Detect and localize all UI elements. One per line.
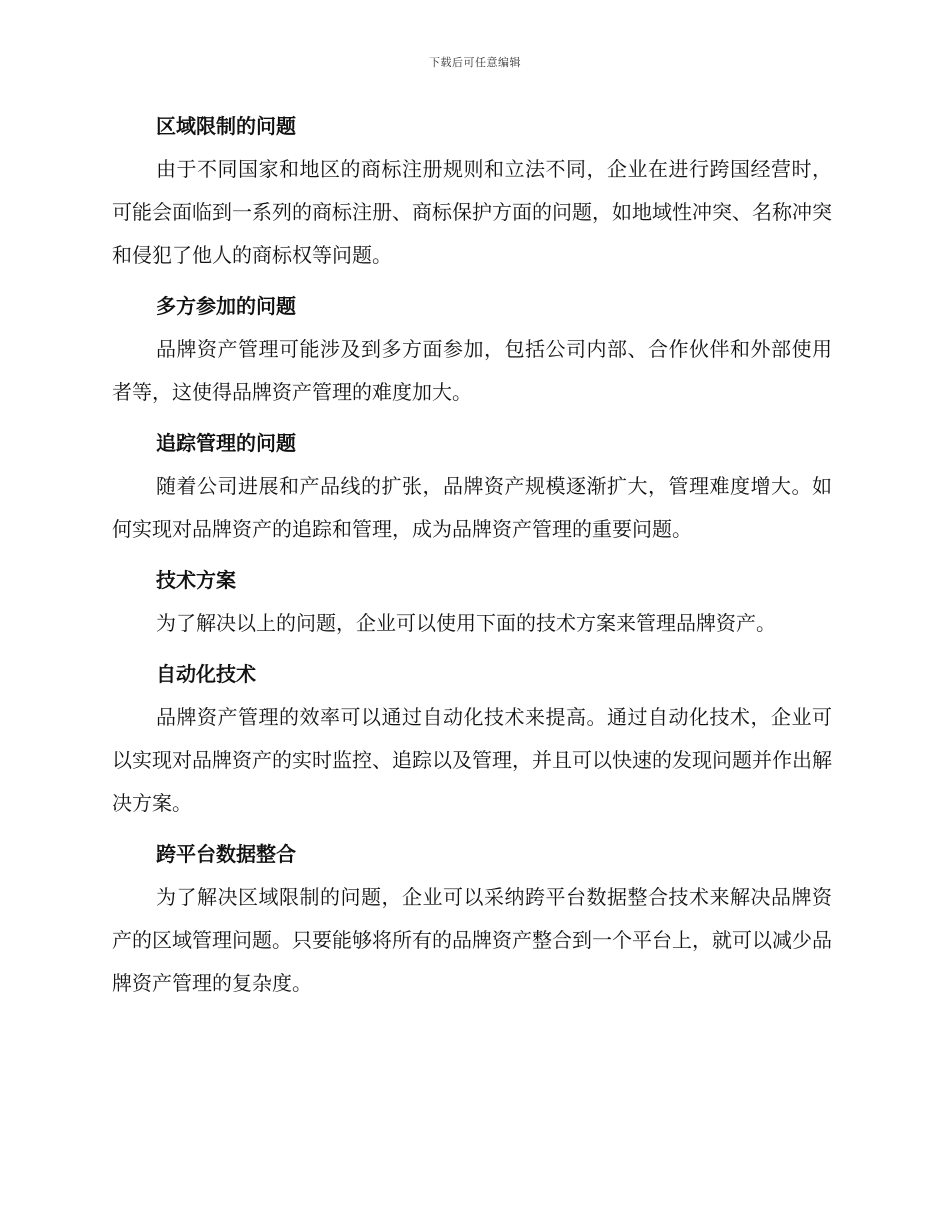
section-multi-party [112,284,832,414]
section-title: 追踪管理的问题 [156,431,296,455]
section-title: 多方参加的问题 [156,294,296,318]
section-paragraph: 随着公司进展和产品线的扩张，品牌资产规模逐渐扩大，管理难度增大。如何实现对品牌资产的追踪和管理，成为品牌资产管理的重要问题。 [112,474,832,541]
document-body [112,104,832,1012]
section-paragraph: 为了解决区域限制的问题，企业可以采纳跨平台数据整合技术来解决品牌资产的区域管理问题。只要能够将所有的品牌资产整合到一个平台上，就可以减少品牌资产管理的复杂度。 [112,885,832,995]
section-title: 区域限制的问题 [156,114,296,138]
section-title: 自动化技术 [156,662,256,686]
section-title: 技术方案 [156,568,236,592]
section-tracking [112,421,832,551]
page-header: 下载后可任意编辑 [429,56,521,69]
section-paragraph: 由于不同国家和地区的商标注册规则和立法不同，企业在进行跨国经营时，可能会面临到一系列的商标注册、商标保护方面的问题，如地域性冲突、名称冲突和侵犯了他人的商标权等问题。 [112,157,832,267]
section-title: 跨平台数据整合 [156,842,296,866]
section-paragraph: 品牌资产管理的效率可以通过自动化技术来提高。通过自动化技术，企业可以实现对品牌资产的实时监控、追踪以及管理，并且可以快速的发现问题并作出解决方案。 [112,705,832,815]
section-cross-platform [112,832,832,1005]
section-automation [112,652,832,825]
section-paragraph: 为了解决以上的问题，企业可以使用下面的技术方案来管理品牌资产。 [156,611,776,635]
section-region-limits [112,104,832,277]
section-tech-solution [112,558,832,645]
section-paragraph: 品牌资产管理可能涉及到多方面参加，包括公司内部、合作伙伴和外部使用者等，这使得品牌资产管理的难度加大。 [112,337,832,404]
